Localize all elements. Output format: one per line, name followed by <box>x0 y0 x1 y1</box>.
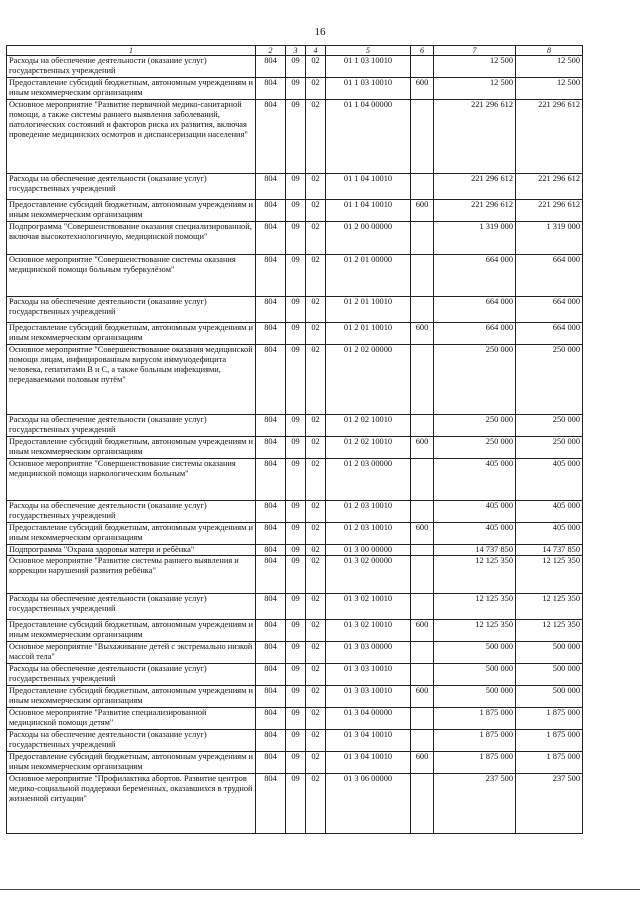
row-name-cell: Предоставление субсидий бюджетным, автономным учреждениям и иным некоммерческим организациям <box>7 200 256 222</box>
amount-year1-cell: 237 500 <box>434 774 516 834</box>
row-name-cell: Расходы на обеспечение деятельности (оказание услуг) государственных учреждений <box>7 297 256 323</box>
table-row <box>7 78 583 100</box>
amount-year1-cell: 250 000 <box>434 415 516 437</box>
section-code-cell: 09 <box>286 56 306 78</box>
section-code-cell: 09 <box>286 556 306 594</box>
amount-year2-cell: 1 319 000 <box>516 222 583 255</box>
amount-year1-cell: 250 000 <box>434 437 516 459</box>
amount-year1-cell: 12 500 <box>434 56 516 78</box>
expense-type-cell: 600 <box>411 200 434 222</box>
amount-year1-cell: 500 000 <box>434 686 516 708</box>
section-code-cell: 09 <box>286 297 306 323</box>
row-name-cell: Предоставление субсидий бюджетным, автономным учреждениям и иным некоммерческим организациям <box>7 437 256 459</box>
expense-type-cell <box>411 501 434 523</box>
row-name-cell: Расходы на обеспечение деятельности (оказание услуг) государственных учреждений <box>7 56 256 78</box>
table-row <box>7 415 583 437</box>
amount-year1-cell: 1 319 000 <box>434 222 516 255</box>
column-number: 7 <box>434 46 516 56</box>
expense-type-cell: 600 <box>411 752 434 774</box>
amount-year1-cell: 12 125 350 <box>434 594 516 620</box>
ministry-code-cell: 804 <box>256 620 286 642</box>
table-row <box>7 459 583 501</box>
table-row <box>7 730 583 752</box>
row-name-cell: Расходы на обеспечение деятельности (оказание услуг) государственных учреждений <box>7 594 256 620</box>
row-name-cell: Основное мероприятие "Развитие первичной медико-санитарной помощи, а также системы раннего выявления заболеваний, патологических состояний и факторов риска их развития, включая проведение медицинских осмотров и диспансеризации населения" <box>7 100 256 174</box>
section-code-cell: 09 <box>286 752 306 774</box>
target-article-cell: 01 3 04 10010 <box>326 752 411 774</box>
table-row <box>7 174 583 200</box>
row-name-cell: Расходы на обеспечение деятельности (оказание услуг) государственных учреждений <box>7 415 256 437</box>
amount-year1-cell: 12 125 350 <box>434 556 516 594</box>
ministry-code-cell: 804 <box>256 78 286 100</box>
ministry-code-cell: 804 <box>256 556 286 594</box>
subsection-code-cell: 02 <box>306 200 326 222</box>
row-name-cell: Подпрограмма "Совершенствование оказания специализированной, включая высокотехнологичную, медицинской помощи" <box>7 222 256 255</box>
expense-type-cell <box>411 415 434 437</box>
subsection-code-cell: 02 <box>306 730 326 752</box>
table-row <box>7 774 583 834</box>
expense-type-cell <box>411 174 434 200</box>
subsection-code-cell: 02 <box>306 686 326 708</box>
ministry-code-cell: 804 <box>256 752 286 774</box>
target-article-cell: 01 1 04 00000 <box>326 100 411 174</box>
table-row <box>7 686 583 708</box>
ministry-code-cell: 804 <box>256 686 286 708</box>
target-article-cell: 01 2 01 00000 <box>326 255 411 297</box>
ministry-code-cell: 804 <box>256 523 286 545</box>
section-code-cell: 09 <box>286 345 306 415</box>
target-article-cell: 01 3 03 10010 <box>326 686 411 708</box>
row-name-cell: Предоставление субсидий бюджетным, автономным учреждениям и иным некоммерческим организациям <box>7 323 256 345</box>
expense-type-cell <box>411 297 434 323</box>
row-name-cell: Предоставление субсидий бюджетным, автономным учреждениям и иным некоммерческим организациям <box>7 686 256 708</box>
amount-year1-cell: 14 737 850 <box>434 545 516 556</box>
target-article-cell: 01 3 00 00000 <box>326 545 411 556</box>
amount-year1-cell: 500 000 <box>434 642 516 664</box>
section-code-cell: 09 <box>286 222 306 255</box>
ministry-code-cell: 804 <box>256 730 286 752</box>
table-row <box>7 56 583 78</box>
ministry-code-cell: 804 <box>256 708 286 730</box>
amount-year2-cell: 664 000 <box>516 323 583 345</box>
ministry-code-cell: 804 <box>256 255 286 297</box>
amount-year2-cell: 500 000 <box>516 664 583 686</box>
row-name-cell: Расходы на обеспечение деятельности (оказание услуг) государственных учреждений <box>7 730 256 752</box>
ministry-code-cell: 804 <box>256 664 286 686</box>
amount-year2-cell: 405 000 <box>516 459 583 501</box>
ministry-code-cell: 804 <box>256 459 286 501</box>
expense-type-cell <box>411 774 434 834</box>
amount-year1-cell: 12 125 350 <box>434 620 516 642</box>
amount-year2-cell: 221 296 612 <box>516 174 583 200</box>
row-name-cell: Расходы на обеспечение деятельности (оказание услуг) государственных учреждений <box>7 501 256 523</box>
row-name-cell: Предоставление субсидий бюджетным, автономным учреждениям и иным некоммерческим организациям <box>7 752 256 774</box>
amount-year1-cell: 664 000 <box>434 323 516 345</box>
table-row <box>7 752 583 774</box>
column-number: 4 <box>306 46 326 56</box>
expense-type-cell: 600 <box>411 323 434 345</box>
section-code-cell: 09 <box>286 774 306 834</box>
subsection-code-cell: 02 <box>306 708 326 730</box>
column-number: 2 <box>256 46 286 56</box>
expense-type-cell: 600 <box>411 523 434 545</box>
section-code-cell: 09 <box>286 594 306 620</box>
target-article-cell: 01 3 03 10010 <box>326 664 411 686</box>
subsection-code-cell: 02 <box>306 501 326 523</box>
amount-year1-cell: 664 000 <box>434 255 516 297</box>
row-name-cell: Основное мероприятие "Развитие системы раннего выявления и коррекции нарушений развития ребёнка" <box>7 556 256 594</box>
expense-type-cell <box>411 56 434 78</box>
page-number: 16 <box>314 26 326 38</box>
table-row <box>7 501 583 523</box>
table-row <box>7 297 583 323</box>
target-article-cell: 01 3 03 00000 <box>326 642 411 664</box>
section-code-cell: 09 <box>286 686 306 708</box>
row-name-cell: Подпрограмма "Охрана здоровья матери и ребёнка" <box>7 545 256 556</box>
amount-year1-cell: 250 000 <box>434 345 516 415</box>
section-code-cell: 09 <box>286 323 306 345</box>
amount-year1-cell: 12 500 <box>434 78 516 100</box>
expense-type-cell <box>411 222 434 255</box>
column-number: 8 <box>516 46 583 56</box>
amount-year2-cell: 500 000 <box>516 686 583 708</box>
target-article-cell: 01 3 02 00000 <box>326 556 411 594</box>
ministry-code-cell: 804 <box>256 594 286 620</box>
subsection-code-cell: 02 <box>306 222 326 255</box>
amount-year2-cell: 664 000 <box>516 297 583 323</box>
target-article-cell: 01 3 04 00000 <box>326 708 411 730</box>
table-row <box>7 200 583 222</box>
amount-year1-cell: 221 296 612 <box>434 100 516 174</box>
amount-year1-cell: 221 296 612 <box>434 174 516 200</box>
subsection-code-cell: 02 <box>306 174 326 200</box>
subsection-code-cell: 02 <box>306 752 326 774</box>
column-number: 6 <box>411 46 434 56</box>
expense-type-cell <box>411 708 434 730</box>
ministry-code-cell: 804 <box>256 642 286 664</box>
column-number: 3 <box>286 46 306 56</box>
ministry-code-cell: 804 <box>256 437 286 459</box>
amount-year2-cell: 221 296 612 <box>516 200 583 222</box>
subsection-code-cell: 02 <box>306 459 326 501</box>
expense-type-cell <box>411 345 434 415</box>
table-row <box>7 594 583 620</box>
ministry-code-cell: 804 <box>256 200 286 222</box>
subsection-code-cell: 02 <box>306 774 326 834</box>
section-code-cell: 09 <box>286 501 306 523</box>
table-body <box>7 56 583 834</box>
section-code-cell: 09 <box>286 620 306 642</box>
target-article-cell: 01 2 03 00000 <box>326 459 411 501</box>
amount-year2-cell: 221 296 612 <box>516 100 583 174</box>
row-name-cell: Основное мероприятие "Развитие специализированной медицинской помощи детям" <box>7 708 256 730</box>
row-name-cell: Расходы на обеспечение деятельности (оказание услуг) государственных учреждений <box>7 664 256 686</box>
amount-year1-cell: 500 000 <box>434 664 516 686</box>
target-article-cell: 01 2 03 10010 <box>326 501 411 523</box>
target-article-cell: 01 2 02 00000 <box>326 345 411 415</box>
ministry-code-cell: 804 <box>256 297 286 323</box>
row-name-cell: Основное мероприятие "Выхаживание детей с экстремально низкой массой тела" <box>7 642 256 664</box>
table-row <box>7 222 583 255</box>
row-name-cell: Предоставление субсидий бюджетным, автономным учреждениям и иным некоммерческим организациям <box>7 523 256 545</box>
row-name-cell: Основное мероприятие "Профилактика абортов. Развитие центров медико-социальной поддержки беременных, оказавшихся в трудной жизненной ситуации" <box>7 774 256 834</box>
target-article-cell: 01 3 02 10010 <box>326 594 411 620</box>
expense-type-cell: 600 <box>411 620 434 642</box>
expense-type-cell <box>411 545 434 556</box>
amount-year2-cell: 14 737 850 <box>516 545 583 556</box>
ministry-code-cell: 804 <box>256 56 286 78</box>
expense-type-cell <box>411 459 434 501</box>
subsection-code-cell: 02 <box>306 664 326 686</box>
row-name-cell: Основное мероприятие "Совершенствование системы оказания медицинской помощи наркологическим больным" <box>7 459 256 501</box>
amount-year1-cell: 405 000 <box>434 501 516 523</box>
target-article-cell: 01 2 01 10010 <box>326 297 411 323</box>
section-code-cell: 09 <box>286 415 306 437</box>
column-number-row <box>7 46 583 56</box>
amount-year2-cell: 664 000 <box>516 255 583 297</box>
table-row <box>7 323 583 345</box>
amount-year1-cell: 1 875 000 <box>434 752 516 774</box>
section-code-cell: 09 <box>286 174 306 200</box>
expense-type-cell <box>411 556 434 594</box>
subsection-code-cell: 02 <box>306 594 326 620</box>
ministry-code-cell: 804 <box>256 501 286 523</box>
amount-year1-cell: 1 875 000 <box>434 730 516 752</box>
expense-type-cell <box>411 642 434 664</box>
table-row <box>7 545 583 556</box>
expense-type-cell <box>411 730 434 752</box>
target-article-cell: 01 3 06 00000 <box>326 774 411 834</box>
section-code-cell: 09 <box>286 459 306 501</box>
amount-year2-cell: 405 000 <box>516 501 583 523</box>
expense-type-cell: 600 <box>411 437 434 459</box>
ministry-code-cell: 804 <box>256 222 286 255</box>
section-code-cell: 09 <box>286 78 306 100</box>
row-name-cell: Основное мероприятие "Совершенствование оказания медицинской помощи лицам, инфицированным вирусом иммунодефицита человека, гепатитами B и C, а также больным инфекциями, передаваемыми половым путём" <box>7 345 256 415</box>
target-article-cell: 01 2 02 10010 <box>326 437 411 459</box>
subsection-code-cell: 02 <box>306 56 326 78</box>
amount-year2-cell: 250 000 <box>516 345 583 415</box>
amount-year2-cell: 12 125 350 <box>516 620 583 642</box>
row-name-cell: Предоставление субсидий бюджетным, автономным учреждениям и иным некоммерческим организациям <box>7 620 256 642</box>
amount-year2-cell: 250 000 <box>516 437 583 459</box>
row-name-cell: Расходы на обеспечение деятельности (оказание услуг) государственных учреждений <box>7 174 256 200</box>
column-number: 1 <box>7 46 256 56</box>
expense-type-cell <box>411 255 434 297</box>
amount-year2-cell: 250 000 <box>516 415 583 437</box>
amount-year2-cell: 1 875 000 <box>516 708 583 730</box>
amount-year2-cell: 1 875 000 <box>516 752 583 774</box>
section-code-cell: 09 <box>286 545 306 556</box>
subsection-code-cell: 02 <box>306 437 326 459</box>
target-article-cell: 01 1 03 10010 <box>326 78 411 100</box>
section-code-cell: 09 <box>286 437 306 459</box>
amount-year1-cell: 405 000 <box>434 523 516 545</box>
subsection-code-cell: 02 <box>306 297 326 323</box>
amount-year1-cell: 1 875 000 <box>434 708 516 730</box>
amount-year2-cell: 12 500 <box>516 56 583 78</box>
column-number: 5 <box>326 46 411 56</box>
row-name-cell: Основное мероприятие "Совершенствование системы оказания медицинской помощи больным туберкулёзом" <box>7 255 256 297</box>
target-article-cell: 01 3 04 10010 <box>326 730 411 752</box>
table-row <box>7 708 583 730</box>
section-code-cell: 09 <box>286 708 306 730</box>
ministry-code-cell: 804 <box>256 774 286 834</box>
subsection-code-cell: 02 <box>306 415 326 437</box>
target-article-cell: 01 2 01 10010 <box>326 323 411 345</box>
section-code-cell: 09 <box>286 730 306 752</box>
target-article-cell: 01 2 03 10010 <box>326 523 411 545</box>
page-bottom-rule <box>0 889 640 890</box>
target-article-cell: 01 3 02 10010 <box>326 620 411 642</box>
budget-table <box>6 45 583 834</box>
table-row <box>7 556 583 594</box>
amount-year2-cell: 500 000 <box>516 642 583 664</box>
amount-year2-cell: 12 500 <box>516 78 583 100</box>
section-code-cell: 09 <box>286 664 306 686</box>
subsection-code-cell: 02 <box>306 556 326 594</box>
section-code-cell: 09 <box>286 523 306 545</box>
target-article-cell: 01 2 02 10010 <box>326 415 411 437</box>
ministry-code-cell: 804 <box>256 323 286 345</box>
subsection-code-cell: 02 <box>306 620 326 642</box>
subsection-code-cell: 02 <box>306 642 326 664</box>
section-code-cell: 09 <box>286 642 306 664</box>
subsection-code-cell: 02 <box>306 323 326 345</box>
expense-type-cell <box>411 100 434 174</box>
section-code-cell: 09 <box>286 255 306 297</box>
amount-year2-cell: 12 125 350 <box>516 594 583 620</box>
amount-year1-cell: 405 000 <box>434 459 516 501</box>
section-code-cell: 09 <box>286 200 306 222</box>
subsection-code-cell: 02 <box>306 545 326 556</box>
expense-type-cell <box>411 664 434 686</box>
ministry-code-cell: 804 <box>256 415 286 437</box>
target-article-cell: 01 2 00 00000 <box>326 222 411 255</box>
amount-year2-cell: 237 500 <box>516 774 583 834</box>
table-row <box>7 255 583 297</box>
table-row <box>7 664 583 686</box>
target-article-cell: 01 1 03 10010 <box>326 56 411 78</box>
section-code-cell: 09 <box>286 100 306 174</box>
subsection-code-cell: 02 <box>306 255 326 297</box>
amount-year1-cell: 664 000 <box>434 297 516 323</box>
expense-type-cell: 600 <box>411 686 434 708</box>
expense-type-cell: 600 <box>411 78 434 100</box>
table-row <box>7 345 583 415</box>
ministry-code-cell: 804 <box>256 345 286 415</box>
table-row <box>7 620 583 642</box>
subsection-code-cell: 02 <box>306 100 326 174</box>
amount-year2-cell: 12 125 350 <box>516 556 583 594</box>
ministry-code-cell: 804 <box>256 100 286 174</box>
table-row <box>7 437 583 459</box>
table-row <box>7 523 583 545</box>
subsection-code-cell: 02 <box>306 523 326 545</box>
amount-year2-cell: 1 875 000 <box>516 730 583 752</box>
target-article-cell: 01 1 04 10010 <box>326 174 411 200</box>
table-row <box>7 642 583 664</box>
target-article-cell: 01 1 04 10010 <box>326 200 411 222</box>
expense-type-cell <box>411 594 434 620</box>
row-name-cell: Предоставление субсидий бюджетным, автономным учреждениям и иным некоммерческим организациям <box>7 78 256 100</box>
amount-year2-cell: 405 000 <box>516 523 583 545</box>
table-row <box>7 100 583 174</box>
amount-year1-cell: 221 296 612 <box>434 200 516 222</box>
subsection-code-cell: 02 <box>306 78 326 100</box>
ministry-code-cell: 804 <box>256 545 286 556</box>
subsection-code-cell: 02 <box>306 345 326 415</box>
ministry-code-cell: 804 <box>256 174 286 200</box>
